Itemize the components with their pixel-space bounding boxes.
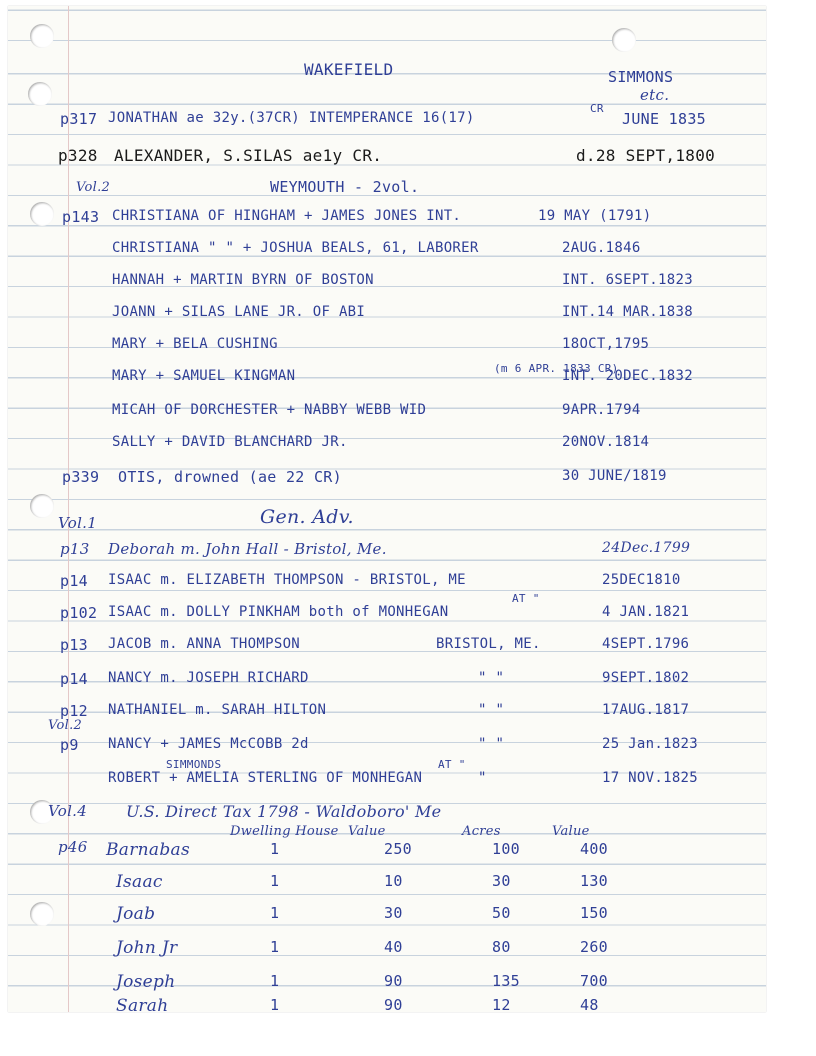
house-value: 30 (384, 904, 403, 922)
punch-hole (28, 82, 52, 106)
corner-note: SIMMONS (608, 68, 674, 86)
volume-ref: Vol.4 (48, 802, 88, 820)
location-note: AT " (438, 758, 466, 771)
page-ref: p12 (60, 702, 88, 720)
taxpayer-name: Joseph (116, 972, 176, 992)
record-entry: MARY + SAMUEL KINGMAN (112, 368, 296, 384)
land-value: 400 (580, 840, 608, 858)
record-date: 19 MAY (1791) (538, 208, 652, 224)
page-ref: p317 (60, 110, 98, 128)
record-date: 20NOV.1814 (562, 434, 650, 450)
punch-hole (30, 902, 54, 926)
record-date: 25DEC1810 (602, 572, 681, 588)
column-header: Dwelling House (230, 824, 339, 839)
punch-hole (30, 202, 54, 226)
dwelling-count: 1 (270, 972, 280, 990)
page-ref: p46 (58, 838, 88, 856)
record-entry: ISAAC m. DOLLY PINKHAM both of MONHEGAN (108, 604, 449, 620)
taxpayer-name: Barnabas (106, 840, 190, 860)
record-entry: Deborah m. John Hall - Bristol, Me. (108, 540, 387, 558)
record-place: " " (478, 736, 505, 752)
record-entry: SALLY + DAVID BLANCHARD JR. (112, 434, 348, 450)
dwelling-count: 1 (270, 996, 280, 1012)
record-date: 9APR.1794 (562, 402, 641, 418)
page-title: WAKEFIELD (304, 60, 394, 79)
section-heading: U.S. Direct Tax 1798 - Waldoboro' Me (126, 802, 442, 821)
section-heading: Gen. Adv. (260, 506, 354, 528)
record-date: 25 Jan.1823 (602, 736, 699, 752)
acres-value: 135 (492, 972, 520, 990)
record-entry: ISAAC m. ELIZABETH THOMPSON - BRISTOL, ME (108, 572, 466, 588)
land-value: 130 (580, 872, 608, 890)
land-value: 700 (580, 972, 608, 990)
record-date: INT. 6SEPT.1823 (562, 272, 693, 288)
record-entry: NATHANIEL m. SARAH HILTON (108, 702, 327, 718)
record-entry: OTIS, drowned (ae 22 CR) (118, 468, 342, 486)
record-date: 18OCT,1795 (562, 336, 650, 352)
dwelling-count: 1 (270, 872, 280, 890)
acres-value: 30 (492, 872, 511, 890)
page-ref: p328 (58, 146, 98, 165)
record-entry: ALEXANDER, S.SILAS ae1y CR. (114, 146, 383, 165)
dwelling-count: 1 (270, 904, 280, 922)
volume-ref: Vol.2 (76, 180, 111, 195)
record-entry: JOANN + SILAS LANE JR. OF ABI (112, 304, 366, 320)
house-value: 90 (384, 972, 403, 990)
name-note: SIMMONDS (166, 758, 222, 771)
acres-value: 100 (492, 840, 520, 858)
column-header: Value (552, 824, 590, 839)
record-date: 4SEPT.1796 (602, 636, 690, 652)
land-value: 260 (580, 938, 608, 956)
house-value: 90 (384, 996, 403, 1012)
record-entry: MARY + BELA CUSHING (112, 336, 278, 352)
record-date: 17 NOV.1825 (602, 770, 699, 786)
taxpayer-name: Sarah (116, 996, 169, 1012)
page-ref: p339 (62, 468, 100, 486)
land-value: 48 (580, 996, 599, 1012)
record-place: " (478, 770, 487, 786)
record-date: INT.14 MAR.1838 (562, 304, 693, 320)
record-date: 24Dec.1799 (602, 540, 691, 556)
record-note: CR (590, 102, 604, 115)
house-value: 40 (384, 938, 403, 956)
dwelling-count: 1 (270, 938, 280, 956)
record-date: 4 JAN.1821 (602, 604, 690, 620)
record-entry: HANNAH + MARTIN BYRN OF BOSTON (112, 272, 374, 288)
page-ref: p9 (60, 736, 79, 754)
acres-value: 12 (492, 996, 511, 1012)
record-date: d.28 SEPT,1800 (576, 146, 716, 165)
page-ref: p14 (60, 670, 88, 688)
record-place: " " (478, 702, 505, 718)
land-value: 150 (580, 904, 608, 922)
record-place: BRISTOL, ME. (436, 636, 541, 652)
record-entry: NANCY m. JOSEPH RICHARD (108, 670, 309, 686)
house-value: 250 (384, 840, 412, 858)
acres-value: 80 (492, 938, 511, 956)
record-date: 2AUG.1846 (562, 240, 641, 256)
record-entry: ROBERT + AMELIA STERLING OF MONHEGAN (108, 770, 423, 786)
column-header: Value (348, 824, 386, 839)
taxpayer-name: Isaac (116, 872, 163, 892)
notebook-page (8, 6, 766, 1012)
house-value: 10 (384, 872, 403, 890)
corner-note: etc. (640, 86, 670, 104)
record-date: 30 JUNE/1819 (562, 468, 667, 484)
volume-ref: Vol.2 (48, 718, 83, 733)
page-ref: p13 (60, 636, 88, 654)
taxpayer-name: Joab (116, 904, 156, 924)
page-ref: p102 (60, 604, 98, 622)
taxpayer-name: John Jr (116, 938, 178, 958)
page-ref: p14 (60, 572, 88, 590)
volume-ref: Vol.1 (58, 514, 98, 532)
record-date: INT. 20DEC.1832 (562, 368, 693, 384)
punch-hole (612, 28, 636, 52)
page-ref: p13 (60, 540, 90, 558)
record-entry: CHRISTIANA " " + JOSHUA BEALS, 61, LABORER (112, 240, 479, 256)
dwelling-count: 1 (270, 840, 280, 858)
record-entry: JACOB m. ANNA THOMPSON (108, 636, 301, 652)
record-place: " " (478, 670, 505, 686)
record-date: JUNE 1835 (622, 110, 706, 128)
record-entry: JONATHAN ae 32y.(37CR) INTEMPERANCE 16(17) (108, 110, 475, 126)
record-date: 9SEPT.1802 (602, 670, 690, 686)
page-ref: p143 (62, 208, 100, 226)
record-date: 17AUG.1817 (602, 702, 690, 718)
section-heading: WEYMOUTH - 2vol. (270, 178, 420, 196)
punch-hole (30, 494, 54, 518)
acres-value: 50 (492, 904, 511, 922)
record-entry: NANCY + JAMES McCOBB 2d (108, 736, 309, 752)
punch-hole (30, 24, 54, 48)
location-note: AT " (512, 592, 540, 605)
record-entry: MICAH OF DORCHESTER + NABBY WEBB WID (112, 402, 427, 418)
record-entry: CHRISTIANA OF HINGHAM + JAMES JONES INT. (112, 208, 462, 224)
marriage-note: (m 6 APR. 1833 CR) (494, 362, 619, 375)
column-header: Acres (462, 824, 501, 839)
